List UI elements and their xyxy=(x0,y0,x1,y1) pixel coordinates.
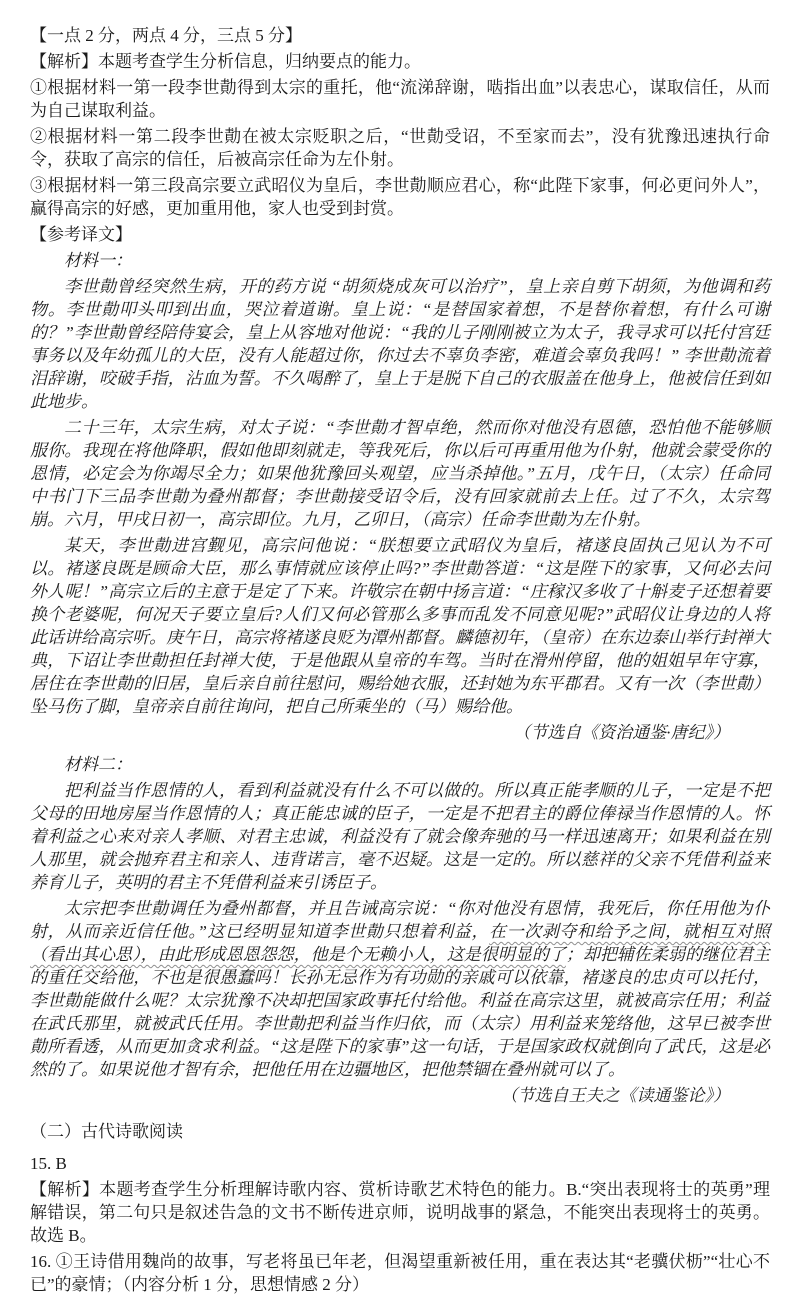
material-1-paragraph-2: 二十三年，太宗生病，对太子说：“李世勣才智卓绝，然而你对他没有恩德，恐怕他不能够顺服你。我现在将他降职，假如他即刻就走，等我死后，你以后可再重用他为仆射，他就会蒙受你的恩情，必定会为你竭尽全力；如果他犹豫回头观望，应当杀掉他。”五月，戊午日，（太宗）任命同中书门下三品李世勣为叠州都督；李世勣接受诏令后，没有回家就前去上任。过了不久，太宗驾崩。六月，甲戌日初一，高宗即位。九月，乙卯日，（高宗）任命李世勣为左仆射。 xyxy=(30,418,770,529)
spacer xyxy=(30,1110,770,1120)
material-2-paragraph-2-pre: 太宗把李世勣调任为叠州都督，并且告诫高宗说：“你对他没有恩情，我死后，你任用他为仆射，从而亲近信任他。”这已经明显知道李世勣只想着利益， xyxy=(30,899,770,941)
material-2-paragraph-2 xyxy=(30,897,770,1081)
material-2-paragraph-2-post: ；却把辅佐柔弱的继位君主的重任交给他，不也是很愚蠢吗！长孙无忌作为有功勋的亲戚可以依靠，褚遂良的忠贞可以托付，李世勣能做什么呢？太宗犹豫不决却把国家政事托付给他。利益在高宗这里，就被高宗任用；利益在武氏那里，就被武氏任用。李世勣把利益当作归依，而（太宗）用利益来笼络他，这早已被李世勣所看透，从而更加贪求利益。“这是陛下的家事”这一句话，于是国家政权就倒向了武氏，这是必然的了。如果说他才智有余，把他任用在边疆地区，把他禁锢在叠州就可以了。 xyxy=(30,945,771,1079)
analysis-13-header: 【解析】本题考查学生分析信息，归纳要点的能力。 xyxy=(30,52,421,71)
reference-translation-label: 【参考译文】 xyxy=(30,225,132,244)
analysis-13-point-3: ③根据材料一第三段高宗要立武昭仪为皇后，李世勣顺应君心，称“此陛下家事，何必更问外人”，赢得高宗的好感，更加重用他，家人也受到封赏。 xyxy=(30,176,770,218)
material-2-paragraph-2-underlined: 在一次剥夺和给予之间，就相互对照（看出其心思），由此形成恩恩怨怨，他是个无赖小人，这是很明显的了 xyxy=(30,922,770,964)
material-1-title: 材料一： xyxy=(64,251,132,270)
answer-15: 15. B xyxy=(30,1154,67,1173)
analysis-13-point-2: ②根据材料一第二段李世勣在被太宗贬职之后，“世勣受诏，不至家而去”，没有犹豫迅速执行命令，获取了高宗的信任，后被高宗任命为左仆射。 xyxy=(30,127,770,169)
analysis-13-point-1: ①根据材料一第一段李世勣得到太宗的重托，他“流涕辞谢，啮指出血”以表忠心，谋取信任，从而为自己谋取利益。 xyxy=(30,78,770,120)
material-1-source: （节选自《资治通鉴·唐纪》） xyxy=(513,723,730,742)
poetry-section-heading: （二）古代诗歌阅读 xyxy=(30,1122,183,1141)
analysis-15: 【解析】本题考查学生分析理解诗歌内容、赏析诗歌艺术特色的能力。B.“突出表现将士的英勇”理解错误，第二句只是叙述告急的文书不断传进京师，说明战事的紧急，不能突出表现将士的英勇。故选 B。 xyxy=(30,1180,770,1245)
answer-16: 16. ①王诗借用魏尚的故事，写老将虽已年老，但渴望重新被任用，重在表达其“老骥伏枥”“壮心不已”的豪情；（内容分析 1 分，思想情感 2 分） xyxy=(30,1252,770,1294)
material-2-source: （节选自王夫之《读通鉴论》） xyxy=(500,1086,730,1105)
scoring-note: 【一点 2 分，两点 4 分，三点 5 分】 xyxy=(30,26,302,45)
material-1-paragraph-3: 某天，李世勣进宫觐见，高宗问他说：“朕想要立武昭仪为皇后，褚遂良固执己见认为不可以。褚遂良既是顾命大臣，那么事情就应该停止吗?”李世勣答道：“这是陛下的家事，又何必去问外人呢！”高宗立后的主意于是定了下来。许敬宗在朝中扬言道：“庄稼汉多收了十斛麦子还想着要换个老婆呢，何况天子要立皇后?人们又何必管那么多事而乱发不同意见呢?”武昭仪让身边的人将此话讲给高宗听。庚午日，高宗将褚遂良贬为潭州都督。麟德初年，（皇帝）在东边泰山举行封禅大典，下诏让李世勣担任封禅大使，于是他跟从皇帝的车驾。当时在滑州停留，他的姐姐早年守寡，居住在李世勣的旧居，皇后亲自前往慰问，赐给她衣服，还封她为东平郡君。又有一次（李世勣）坠马伤了脚，皇帝亲自前往询问，把自己所乘坐的（马）赐给他。 xyxy=(30,536,770,716)
material-2-paragraph-1: 把利益当作恩情的人，看到利益就没有什么不可以做的。所以真正能孝顺的儿子，一定是不把父母的田地房屋当作恩情的人；真正能忠诚的臣子，一定是不把君主的爵位俸禄当作恩情的人。怀着利益之心来对亲人孝顺、对君主忠诚，利益没有了就会像奔驰的马一样迅速离开；如果利益在别人那里，就会抛弃君主和亲人、违背诺言，毫不迟疑。这是一定的。所以慈祥的父亲不凭借利益来养育儿子，英明的君主不凭借利益来引诱臣子。 xyxy=(30,781,770,892)
material-2-title: 材料二： xyxy=(64,755,132,774)
material-1-paragraph-1: 李世勣曾经突然生病，开的药方说 “胡须烧成灰可以治疗”，皇上亲自剪下胡须，为他调和药物。李世勣叩头叩到出血，哭泣着道谢。皇上说：“是替国家着想，不是替你着想，有什么可谢的？”李世勣曾经陪侍宴会，皇上从容地对他说：“我的儿子刚刚被立为太子，我寻求可以托付宫廷事务以及年幼孤儿的大臣，没有人能超过你，你过去不辜负李密，难道会辜负我吗！” 李世勣流着泪辞谢，咬破手指，沾血为誓。不久喝醉了，皇上于是脱下自己的衣服盖在他身上，他被信任到如此地步。 xyxy=(30,277,770,411)
